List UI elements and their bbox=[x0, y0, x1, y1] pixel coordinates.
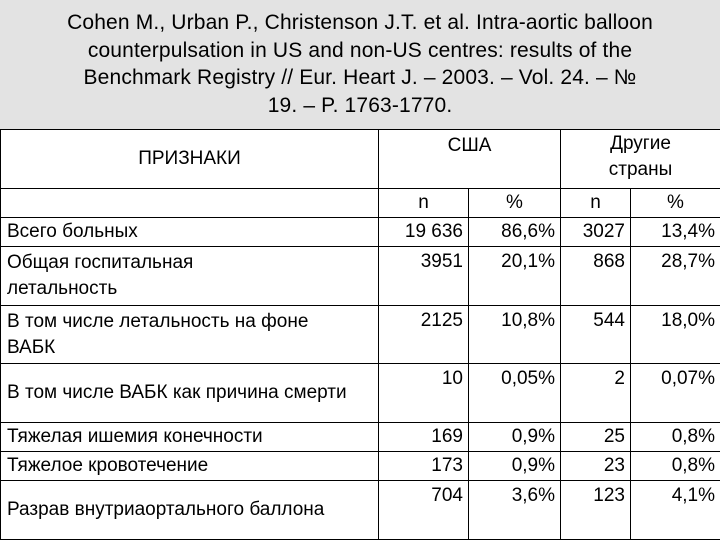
table-row bbox=[1, 218, 720, 247]
table-row bbox=[1, 364, 720, 422]
usa-pct: 20,1% bbox=[469, 247, 561, 305]
citation-header bbox=[0, 0, 720, 129]
citation-line: Cohen M., Urban P., Christenson J.T. et al. Intra-aortic balloon bbox=[67, 11, 653, 34]
other-pct: 0,07% bbox=[631, 364, 720, 422]
row-label: Тяжелое кровотечение bbox=[1, 452, 379, 481]
header-other-line1: Другие bbox=[561, 130, 720, 158]
citation-line: 19. – P. 1763-1770. bbox=[267, 93, 453, 117]
col-other-pct: % bbox=[631, 189, 720, 218]
header-usa: США bbox=[379, 130, 561, 189]
other-pct: 18,0% bbox=[631, 305, 720, 363]
other-pct: 13,4% bbox=[631, 218, 720, 247]
row-label: Разрав внутриаортального баллона bbox=[1, 481, 379, 540]
other-pct: 0,8% bbox=[631, 452, 720, 481]
header-blank bbox=[1, 189, 379, 218]
citation-line: Benchmark Registry // Eur. Heart J. – 2003. – Vol. 24. – № bbox=[83, 66, 637, 89]
usa-n: 169 bbox=[379, 422, 469, 451]
table-row bbox=[1, 247, 720, 305]
table-row bbox=[1, 481, 720, 540]
other-n: 123 bbox=[561, 481, 631, 540]
other-pct: 0,8% bbox=[631, 422, 720, 451]
usa-pct: 10,8% bbox=[469, 305, 561, 363]
usa-pct: 86,6% bbox=[469, 218, 561, 247]
table-row bbox=[1, 452, 720, 481]
other-n: 25 bbox=[561, 422, 631, 451]
other-n: 544 bbox=[561, 305, 631, 363]
usa-n: 3951 bbox=[379, 247, 469, 305]
header-other-line2: страны bbox=[561, 157, 720, 188]
other-n: 23 bbox=[561, 452, 631, 481]
table-row bbox=[1, 305, 720, 363]
header-signs: ПРИЗНАКИ bbox=[1, 130, 379, 189]
row-label: Всего больных bbox=[1, 218, 379, 247]
usa-n: 10 bbox=[379, 364, 469, 422]
col-other-n: n bbox=[561, 189, 631, 218]
col-usa-pct: % bbox=[469, 189, 561, 218]
row-label: В том числе летальность на фоне ВАБК bbox=[1, 305, 379, 363]
usa-pct: 0,05% bbox=[469, 364, 561, 422]
other-pct: 28,7% bbox=[631, 247, 720, 305]
usa-pct: 0,9% bbox=[469, 422, 561, 451]
usa-n: 2125 bbox=[379, 305, 469, 363]
usa-n: 173 bbox=[379, 452, 469, 481]
usa-pct: 0,9% bbox=[469, 452, 561, 481]
col-usa-n: n bbox=[379, 189, 469, 218]
other-n: 868 bbox=[561, 247, 631, 305]
usa-pct: 3,6% bbox=[469, 481, 561, 540]
citation-line: counterpulsation in US and non-US centres: results of the bbox=[87, 38, 633, 62]
other-n: 3027 bbox=[561, 218, 631, 247]
other-pct: 4,1% bbox=[631, 481, 720, 540]
row-label: Общая госпитальная летальность bbox=[1, 247, 379, 305]
usa-n: 19 636 bbox=[379, 218, 469, 247]
row-label: В том числе ВАБК как причина смерти bbox=[1, 364, 379, 422]
usa-n: 704 bbox=[379, 481, 469, 540]
data-table bbox=[0, 129, 720, 540]
other-n: 2 bbox=[561, 364, 631, 422]
row-label: Тяжелая ишемия конечности bbox=[1, 422, 379, 451]
table-row bbox=[1, 422, 720, 451]
